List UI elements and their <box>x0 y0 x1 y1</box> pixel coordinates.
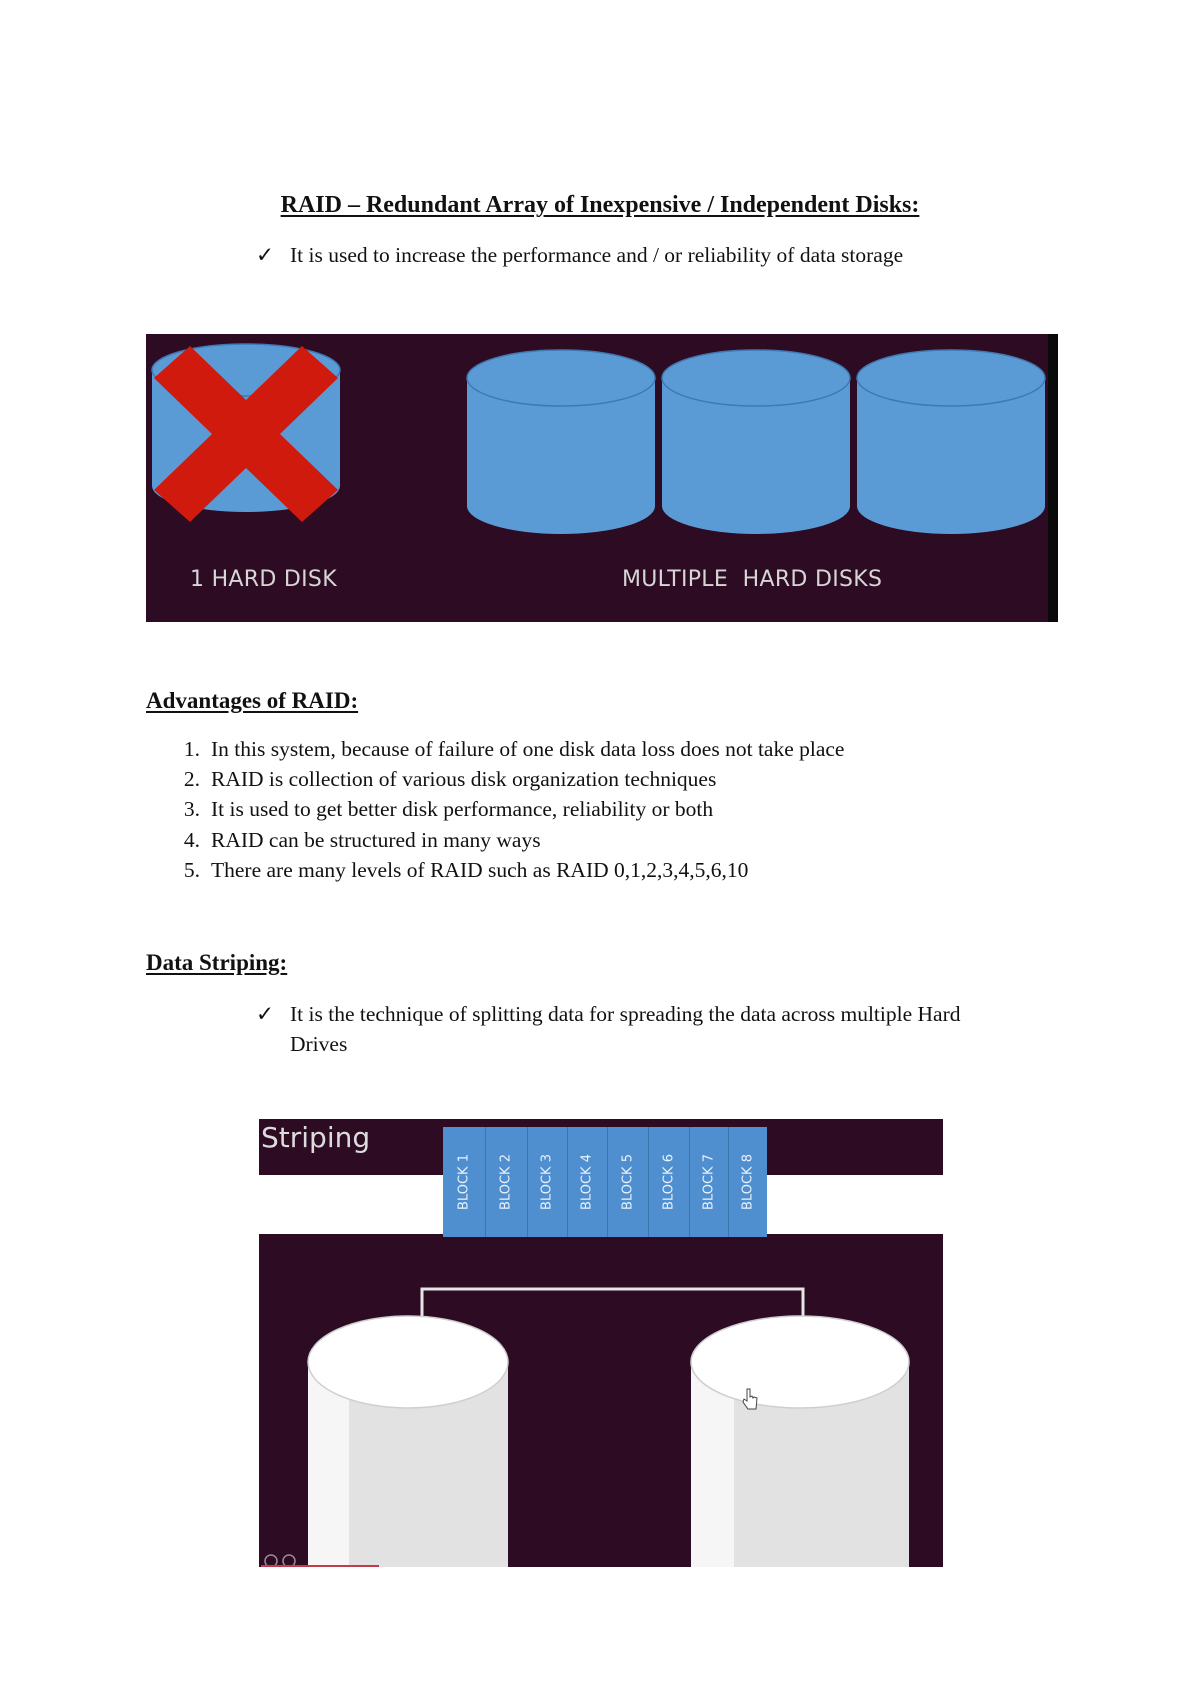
check-icon: ✓ <box>256 243 275 267</box>
striping-slide-title: Striping <box>261 1121 371 1154</box>
data-blocks <box>443 1127 767 1237</box>
list-item: 5. There are many levels of RAID such as RAID 0,1,2,3,4,5,6,10 <box>183 857 749 882</box>
check-icon: ✓ <box>256 1002 275 1026</box>
single-disk-label: 1 HARD DISK <box>190 567 337 592</box>
data-block: BLOCK 3 <box>527 1127 568 1237</box>
data-block: BLOCK 7 <box>689 1127 729 1237</box>
list-item: 2. RAID is collection of various disk organization techniques <box>183 767 717 792</box>
hard-disk-icon-3 <box>857 350 1045 534</box>
hard-disk-icon-left <box>308 1316 508 1567</box>
striping-bullet-line-2: Drives <box>290 1032 348 1056</box>
data-block: BLOCK 4 <box>567 1127 608 1237</box>
data-block: BLOCK 2 <box>485 1127 528 1237</box>
figure-striping <box>259 1119 943 1567</box>
hard-disk-icon-1 <box>467 350 655 534</box>
figure-single-vs-multiple-disks <box>146 334 1058 622</box>
advantages-heading: Advantages of RAID: <box>146 688 359 713</box>
multiple-disks-label: MULTIPLE HARD DISKS <box>622 567 883 592</box>
list-item: 4. RAID can be structured in many ways <box>183 827 541 852</box>
intro-bullet <box>256 240 1016 270</box>
figure-edge <box>1048 334 1058 622</box>
striping-bullet-line-1: It is the technique of splitting data for spreading the data across multiple Hard <box>290 1002 961 1026</box>
connector-line <box>422 1289 803 1319</box>
data-striping-heading: Data Striping: <box>146 950 288 975</box>
data-block: BLOCK 6 <box>648 1127 690 1237</box>
page-title: RAID – Redundant Array of Inexpensive / Independent Disks: <box>280 192 920 218</box>
intro-bullet-text: It is used to increase the performance and / or reliability of data storage <box>290 243 904 267</box>
advantages-list <box>174 734 994 885</box>
data-block: BLOCK 5 <box>607 1127 649 1237</box>
hard-disk-icon-2 <box>662 350 850 534</box>
list-item: 1. In this system, because of failure of one disk data loss does not take place <box>183 737 845 761</box>
data-block: BLOCK 8 <box>740 1154 755 1210</box>
hard-disk-icon-right <box>691 1316 909 1567</box>
list-item: 3. It is used to get better disk performance, reliability or both <box>183 797 714 822</box>
striping-bullet <box>256 999 1056 1059</box>
data-block: BLOCK 1 <box>443 1127 486 1237</box>
